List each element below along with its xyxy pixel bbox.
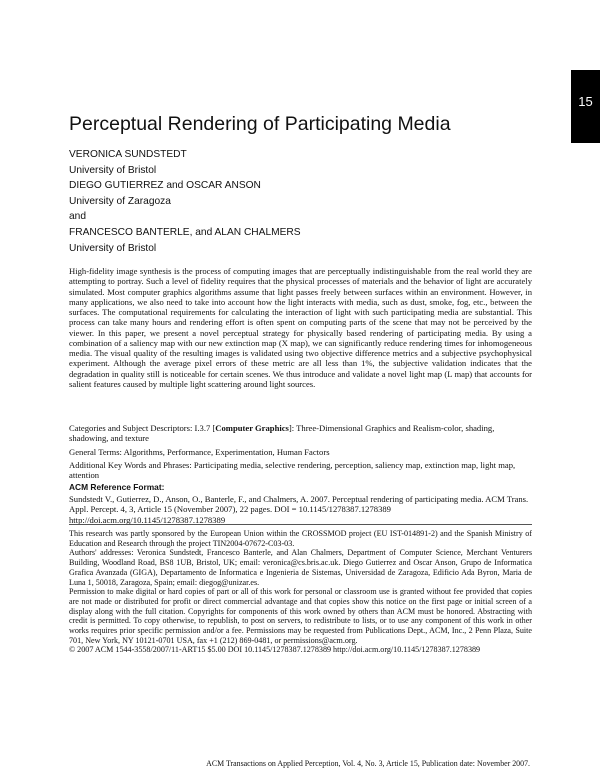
reference-text: Sundstedt V., Gutierrez, D., Anson, O., Banterle, F., and Chalmers, A. 2007. Perceptual rendering of participating media. ACM Trans. Appl. Percept. 4, 3, Article 15 (November 2007), 22 pages. DOI = 10.1145/1278387.1278389 http://doi.acm.org/10.1145/1278387.1278389 — [69, 494, 529, 525]
author-names-2: DIEGO GUTIERREZ and OSCAR ANSON — [69, 180, 261, 192]
affiliation-3: University of Bristol — [69, 242, 157, 254]
author-conjunction: and — [69, 211, 86, 223]
journal-footer: ACM Transactions on Applied Perception, Vol. 4, No. 3, Article 15, Publication date: November 2007. — [206, 759, 530, 768]
categories-bold: Computer Graphics — [215, 423, 289, 433]
paper-title: Perceptual Rendering of Participating Media — [69, 113, 451, 135]
copyright-line: © 2007 ACM 1544-3558/2007/11-ART15 $5.00 DOI 10.1145/1278387.1278389 http://doi.acm.org/10.1145/1278387.1278389 — [69, 645, 481, 655]
general-terms: General Terms: Algorithms, Performance, Experimentation, Human Factors — [69, 447, 330, 457]
keywords: Additional Key Words and Phrases: Participating media, selective rendering, perception, saliency map, extinction map, light map, attention — [69, 460, 516, 481]
page-number-tab — [571, 70, 600, 143]
permission-notice: Permission to make digital or hard copies of part or all of this work for personal or classroom use is granted without fee provided that copies are not made or distributed for profit or direct commercial advantage and that copies show this notice on the first page or initial screen of a display along with the full citation. Copyrights for components of this work owned by others than ACM must be honored. Abstracting with credit is permitted. To copy otherwise, to republish, to post on servers, to redistribute to lists, or to use any component of this work in other works requires prior specific permission and/or a fee. Permissions may be requested from Publications Dept., ACM, Inc., 2 Penn Plaza, Suite 701, New York, NY 10121-0701 USA, fax +1 (212) 869-0481, or permissions@acm.org. — [69, 587, 532, 645]
author-names-1: VERONICA SUNDSTEDT — [69, 149, 187, 160]
author-addresses: Authors' addresses: Veronica Sundstedt, Francesco Banterle, and Alan Chalmers, Department of Computer Science, Merchant Venturers Building, Woodland Road, BS8 1UB, Bristol, UK; email: veronica@cs.bris.ac.uk. Diego Gutierrez and Oscar Anson, Grupo de Informatica Grafica Avanzada (GIGA), Departamento de Informatica e Ingenieria de Sistemas, Universidad de Zaragoza, Edificio Ada Byron, Maria de Luna 1, 50018, Zaragoza, Spain; email: diegog@unizar.es. — [69, 548, 532, 587]
abstract: High-fidelity image synthesis is the process of computing images that are perceptually indistinguishable from the real world they are attempting to portray. Such a level of fidelity requires that the physical processes of materials and the behavior of light are accurately simulated. Most computer graphics algorithms assume that light passes freely between surfaces within an environment. However, in many applications, we also need to take into account how the light interacts with media, such as dust, smoke, fog, etc., between the surfaces. The computational requirements for calculating the interaction of light with such participating media are substantial. This process can take many hours and rendering effort is often spent on computing parts of the scene that may not be perceived by the viewer. In this paper, we present a novel perceptual strategy for physically based rendering of participating media. By using a combination of a saliency map with our new extinction map (X map), we can significantly reduce rendering times for inhomogeneous media. The visual quality of the resulting images is validated using two objective difference metrics and a subjective psychophysical experiment. Although the average pixel errors of these metric are all less than 1%, the subjective validation indicates that the degradation in quality still is noticeable for certain scenes. We thus introduce and validate a novel light map (L map) that accounts for salient features caused by multiple light scattering around light sources. — [69, 266, 532, 389]
funding-note: This research was partly sponsored by the European Union within the CROSSMOD project (EU IST-014891-2) and the Spanish Ministry of Education and Research through the project TIN2004-07672-C03-03. — [69, 529, 532, 548]
categories-suffix: ]: Three-Dimensional Graphics and Realism-color, shading, shadowing, and texture — [69, 423, 495, 444]
affiliation-1: University of Bristol — [69, 164, 157, 176]
reference-heading: ACM Reference Format: — [69, 482, 165, 492]
affiliation-2: University of Zaragoza — [69, 195, 171, 207]
categories-descriptors — [69, 423, 532, 444]
page-number: 15 — [578, 94, 593, 109]
author-names-3: FRANCESCO BANTERLE, and ALAN CHALMERS — [69, 226, 301, 238]
footnote-divider — [69, 524, 532, 525]
author-block — [69, 147, 539, 256]
footnotes — [69, 529, 532, 655]
categories-prefix: Categories and Subject Descriptors: I.3.7 [ — [69, 423, 216, 433]
